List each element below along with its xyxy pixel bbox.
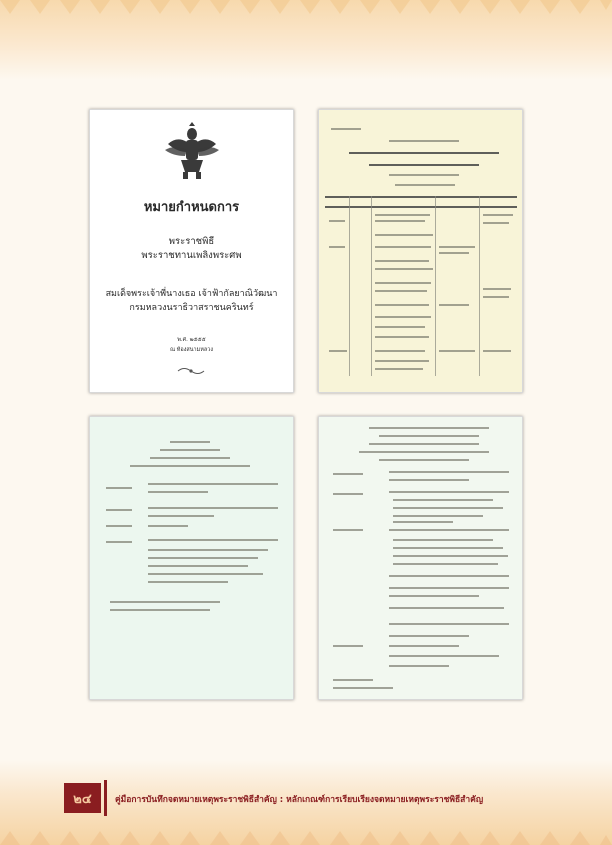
text-line (393, 515, 483, 517)
text-line (389, 491, 509, 493)
garuda-emblem-icon (163, 122, 221, 180)
table-rule (349, 196, 350, 376)
text-line (130, 465, 250, 467)
text-line (375, 220, 425, 222)
text-line (375, 368, 423, 370)
document-cover-page (89, 109, 294, 393)
text-line (393, 499, 493, 501)
royal-name-line-1: สมเด็จพระเจ้าพี่นางเธอ เจ้าฟ้ากัลยาณิวัฒนา (105, 289, 278, 299)
text-line (389, 479, 469, 481)
text-line (483, 350, 511, 352)
text-line (325, 206, 517, 208)
text-line (148, 557, 258, 559)
text-line (150, 457, 230, 459)
text-line (148, 483, 278, 485)
schedule-title: หมายกำหนดการ (143, 200, 240, 215)
text-line (329, 246, 345, 248)
text-line (375, 260, 429, 262)
text-line (375, 234, 433, 236)
text-line (375, 326, 425, 328)
text-line (389, 655, 499, 657)
text-line (389, 623, 509, 625)
text-line (110, 601, 220, 603)
text-line (375, 316, 431, 318)
text-line (483, 214, 513, 216)
text-line (106, 541, 132, 543)
text-line (331, 128, 361, 130)
text-line (393, 521, 453, 523)
text-line (375, 214, 430, 216)
table-rule (479, 196, 480, 376)
top-pattern (0, 0, 612, 30)
text-line (369, 443, 479, 445)
text-line (333, 473, 363, 475)
text-line (375, 246, 431, 248)
bottom-pattern (0, 815, 612, 845)
text-line (148, 539, 278, 541)
text-line (393, 555, 508, 557)
text-line (375, 268, 433, 270)
text-line (106, 487, 132, 489)
text-line (389, 174, 459, 176)
text-line (148, 581, 228, 583)
text-line (110, 609, 210, 611)
ornament-icon (176, 366, 206, 376)
text-line (333, 529, 363, 531)
document-text-page-2 (318, 416, 523, 700)
text-line (148, 565, 248, 567)
text-line (375, 304, 429, 306)
text-line (379, 435, 479, 437)
text-line (389, 587, 509, 589)
text-line (393, 563, 498, 565)
date-line: พ.ศ. ๒๕๕๕ (177, 337, 206, 343)
text-line (395, 184, 455, 186)
text-line (325, 196, 517, 198)
footer-title: คู่มือการบันทึกจดหมายเหตุพระราชพิธีสำคัญ : หลักเกณฑ์การเรียบเรียงจดหมายเหตุพระราชพิธีสำคัญ (115, 795, 484, 805)
text-line (333, 679, 373, 681)
text-line (439, 304, 469, 306)
text-line (375, 360, 429, 362)
text-line (369, 427, 489, 429)
table-rule (435, 196, 436, 376)
text-line (349, 152, 499, 154)
text-line (333, 687, 393, 689)
text-line (393, 547, 503, 549)
text-line (389, 607, 504, 609)
text-line (329, 220, 345, 222)
text-line (359, 451, 489, 453)
text-line (148, 549, 268, 551)
place-line: ณ ท้องสนามหลวง (169, 347, 214, 353)
table-rule (371, 196, 372, 376)
text-line (389, 471, 509, 473)
text-line (389, 575, 509, 577)
text-line (106, 509, 132, 511)
document-table-page (318, 109, 523, 393)
ceremony-line-2: พระราชทานเพลิงพระศพ (141, 250, 242, 261)
text-line (369, 164, 479, 166)
text-line (375, 336, 429, 338)
text-line (439, 350, 475, 352)
text-line (375, 290, 427, 292)
text-line (375, 282, 431, 284)
text-line (389, 635, 469, 637)
text-line (389, 529, 509, 531)
royal-name-line-2: กรมหลวงนราธิวาสราชนครินทร์ (129, 303, 254, 313)
text-line (393, 507, 503, 509)
text-line (148, 573, 263, 575)
text-line (439, 252, 469, 254)
text-line (333, 645, 363, 647)
text-line (375, 350, 425, 352)
text-line (483, 222, 509, 224)
text-line (148, 515, 214, 517)
text-line (106, 525, 132, 527)
text-line (483, 296, 509, 298)
text-line (393, 539, 493, 541)
text-line (148, 525, 188, 527)
footer-divider (104, 780, 107, 816)
text-line (170, 441, 210, 443)
text-line (333, 493, 363, 495)
text-line (379, 459, 469, 461)
document-text-page-1 (89, 416, 294, 700)
top-decorative-band (0, 0, 612, 80)
page-number: ๒๔ (64, 783, 101, 813)
text-line (148, 507, 278, 509)
text-line (389, 140, 459, 142)
text-line (389, 595, 479, 597)
ceremony-line-1: พระราชพิธี (168, 236, 215, 247)
text-line (439, 246, 475, 248)
text-line (329, 350, 347, 352)
text-line (160, 449, 220, 451)
text-line (148, 491, 208, 493)
text-line (483, 288, 511, 290)
text-line (389, 665, 449, 667)
text-line (389, 645, 459, 647)
